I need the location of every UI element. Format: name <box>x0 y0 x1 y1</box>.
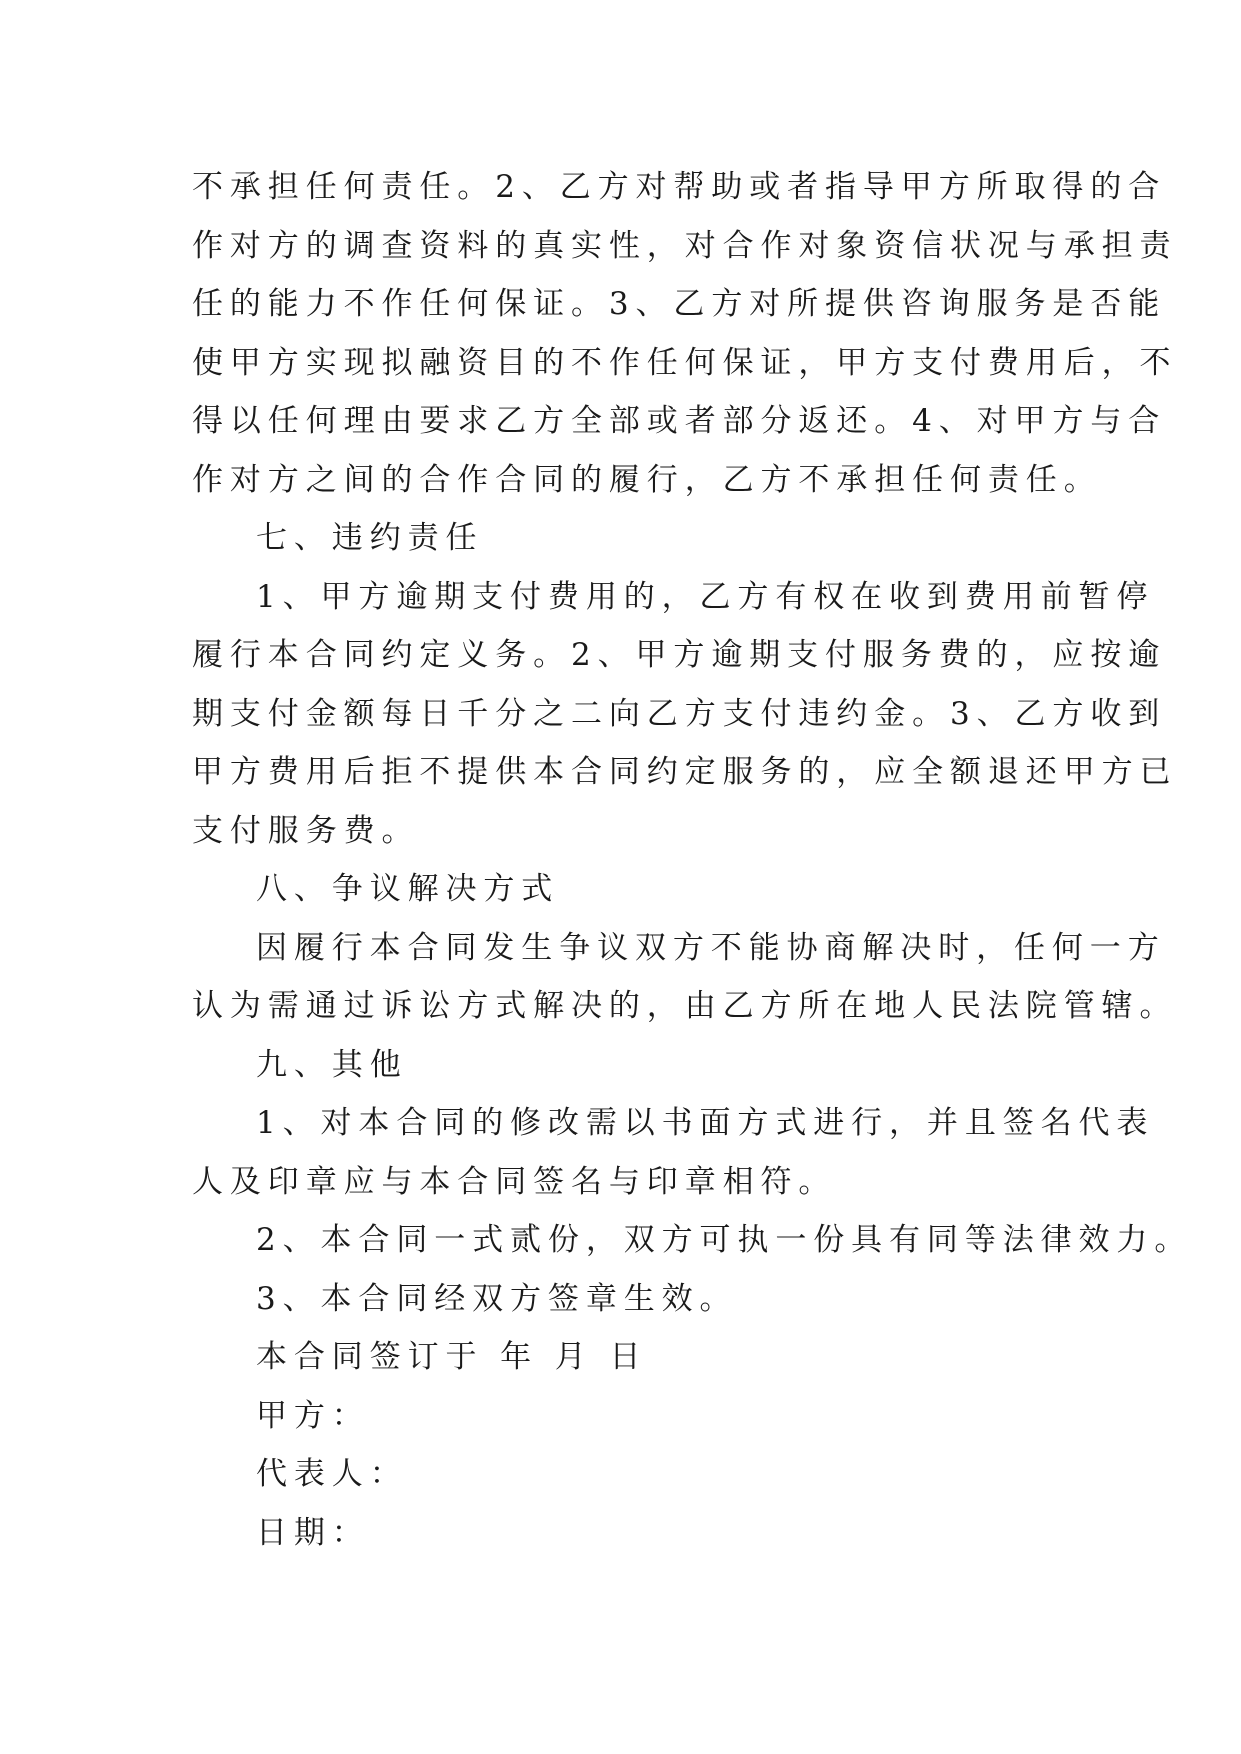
section-heading-breach: 七、违约责任 <box>256 520 484 556</box>
text-line: 支付服务费。 <box>192 812 420 849</box>
text-line: 任的能力不作任何保证。3、乙方对所提供咨询服务是否能 <box>192 286 1167 322</box>
section-heading-other: 九、其他 <box>256 1046 408 1083</box>
text-line: 不承担任何责任。2、乙方对帮助或者指导甲方所取得的合 <box>192 169 1167 205</box>
text-line: 人及印章应与本合同签名与印章相符。 <box>192 1163 837 1200</box>
text-line: 得以任何理由要求乙方全部或者部分返还。4、对甲方与合 <box>192 403 1167 439</box>
signing-date-line: 本合同签订于 年 月 日 <box>256 1339 648 1375</box>
document-body <box>192 158 1193 1562</box>
text-line: 认为需通过诉讼方式解决的，由乙方所在地人民法院管辖。 <box>192 988 1178 1024</box>
text-line: 3、本合同经双方签章生效。 <box>256 1280 738 1317</box>
representative-label: 代表人： <box>256 1456 408 1492</box>
date-label: 日期： <box>256 1514 370 1551</box>
text-line: 作对方之间的合作合同的履行，乙方不承担任何责任。 <box>192 461 1102 498</box>
text-line: 1、甲方逾期支付费用的，乙方有权在收到费用前暂停 <box>256 578 1155 615</box>
text-line: 使甲方实现拟融资目的不作任何保证，甲方支付费用后，不 <box>192 344 1178 381</box>
text-line: 1、对本合同的修改需以书面方式进行，并且签名代表 <box>256 1105 1155 1141</box>
text-line: 因履行本合同发生争议双方不能协商解决时，任何一方 <box>256 929 1166 966</box>
text-line: 2、本合同一式贰份，双方可执一份具有同等法律效力。 <box>256 1222 1193 1258</box>
text-line: 期支付金额每日千分之二向乙方支付违约金。3、乙方收到 <box>192 695 1167 732</box>
text-line: 甲方费用后拒不提供本合同约定服务的，应全额退还甲方已 <box>192 754 1178 790</box>
text-line: 履行本合同约定义务。2、甲方逾期支付服务费的，应按逾 <box>192 637 1167 673</box>
party-a-label: 甲方： <box>256 1397 370 1434</box>
text-line: 作对方的调查资料的真实性，对合作对象资信状况与承担责 <box>192 227 1178 264</box>
section-heading-dispute: 八、争议解决方式 <box>256 871 560 907</box>
